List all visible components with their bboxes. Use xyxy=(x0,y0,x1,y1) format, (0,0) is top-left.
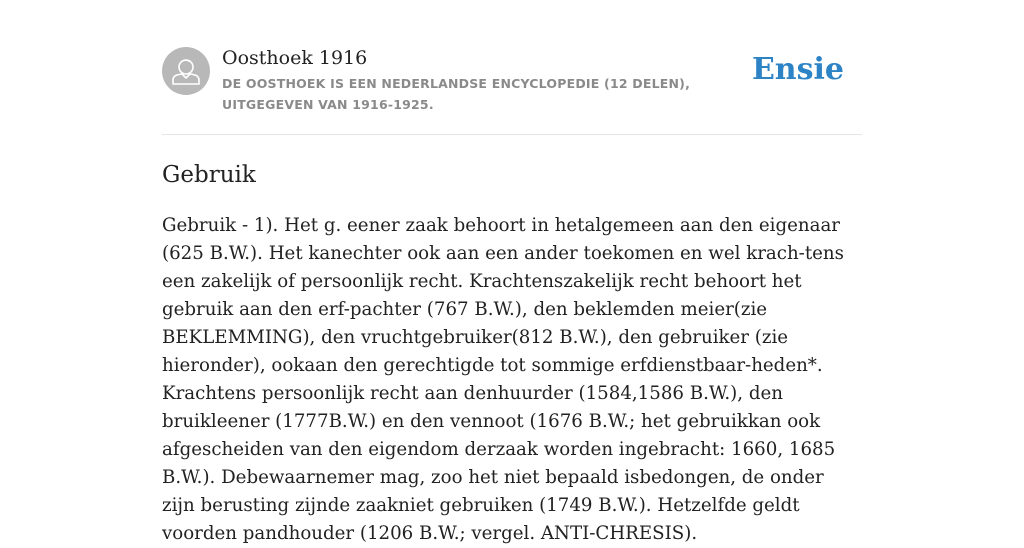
article-title: Gebruik xyxy=(162,162,256,188)
source-description: DE OOSTHOEK IS EEN NEDERLANDSE ENCYCLOPEDIE (12 DELEN), UITGEGEVEN VAN 1916-1925. xyxy=(222,76,691,112)
source-title[interactable]: Oosthoek 1916 xyxy=(222,47,368,69)
content-container xyxy=(162,0,862,544)
ensie-logo[interactable]: Ensie xyxy=(751,52,844,87)
user-avatar-icon[interactable] xyxy=(162,47,210,95)
article-body: Gebruik - 1). Het g. eener zaak behoort in hetalgemeen aan den eigenaar (625 B.W.). Het kanechter ook aan een ander toekomen en wel krach-tens een zakelijk of persoonlijk recht. Krachtenszakelijk recht behoort het gebruik aan den erf-pachter (767 B.W.), den beklemden meier(zie BEKLEMMING), den vruchtgebruiker(812 B.W.), den gebruiker (zie hieronder), ookaan den gerechtigde tot sommige erfdienstbaar-heden*. Krachtens persoonlijk recht aan denhuurder (1584,1586 B.W.), den bruikleener (1777B.W.) en den vennoot (1676 B.W.; het gebruikkan ook afgescheiden van den eigendom derzaak worden ingebracht: 1660, 1685 B.W.). Debewaarnemer mag, zoo het niet bepaald isbedongen, de onder zijn berusting zijnde zaakniet gebruiken (1749 B.W.). Hetzelfde geldt voorden pandhouder (1206 B.W.; vergel. ANTI-CHRESIS). xyxy=(162,215,844,544)
source-header xyxy=(162,0,862,135)
